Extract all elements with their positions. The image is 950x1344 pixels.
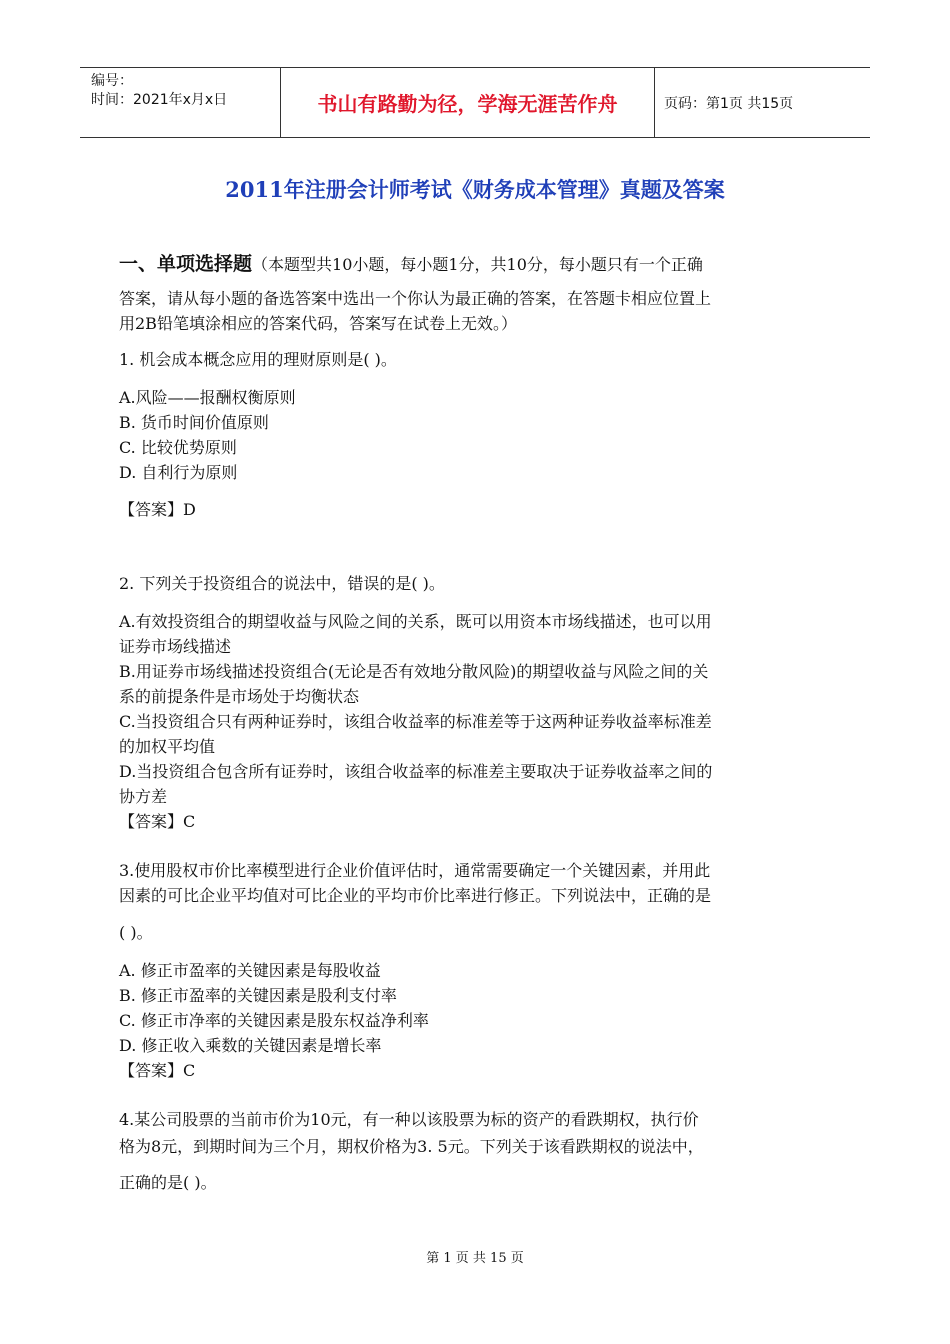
q1-option-c: C. 比较优势原则 xyxy=(119,438,237,457)
section-heading: 一、单项选择题 xyxy=(119,253,253,275)
q2-line-6: 的加权平均值 xyxy=(119,737,216,756)
q1-question: 1. 机会成本概念应用的理财原则是( )。 xyxy=(119,350,397,369)
q2-line-5: C.当投资组合只有两种证券时，该组合收益率的标准差等于这两种证券收益率标准差 xyxy=(119,712,712,731)
q3-answer: 【答案】C xyxy=(119,1061,196,1080)
header-table xyxy=(80,67,870,138)
q3-option-c: C. 修正市净率的关键因素是股东权益净利率 xyxy=(119,1011,429,1030)
q2-line-3: B.用证券市场线描述投资组合(无论是否有效地分散风险)的期望收益与风险之间的关 xyxy=(119,662,709,681)
q2-line-4: 系的前提条件是市场处于均衡状态 xyxy=(119,687,360,706)
section-intro-text: （本题型共10小题，每小题1分，共10分，每小题只有一个正确 xyxy=(252,255,703,274)
q2-line-8: 协方差 xyxy=(119,787,168,806)
q1-option-d: D. 自利行为原则 xyxy=(119,463,238,482)
time-label: 时间：2021年x月x日 xyxy=(91,92,228,108)
q3-option-b: B. 修正市盈率的关键因素是股利支付率 xyxy=(119,986,397,1005)
q2-line-7: D.当投资组合包含所有证券时，该组合收益率的标准差主要取决于证券收益率之间的 xyxy=(119,762,713,781)
q2-line-1: A.有效投资组合的期望收益与风险之间的关系，既可以用资本市场线描述，也可以用 xyxy=(119,612,712,631)
section-intro-line-1 xyxy=(119,249,703,276)
q4-question-line-3: 正确的是( )。 xyxy=(119,1173,217,1192)
section-intro-line-2: 答案，请从每小题的备选答案中选出一个你认为最正确的答案，在答题卡相应位置上 xyxy=(119,289,712,308)
number-label: 编号： xyxy=(91,73,133,89)
q4-question-line-1: 4.某公司股票的当前市价为10元，有一种以该股票为标的资产的看跌期权，执行价 xyxy=(119,1110,699,1129)
document-title: 2011年注册会计师考试《财务成本管理》真题及答案 xyxy=(225,177,725,202)
q3-question-line-3: ( )。 xyxy=(119,923,153,942)
q1-option-b: B. 货币时间价值原则 xyxy=(119,413,269,432)
page-footer: 第 1 页 共 15 页 xyxy=(426,1251,524,1266)
q3-question-line-1: 3.使用股权市价比率模型进行企业价值评估时，通常需要确定一个关键因素，并用此 xyxy=(119,861,711,880)
q1-option-a: A.风险——报酬权衡原则 xyxy=(119,388,296,407)
q2-line-2: 证券市场线描述 xyxy=(119,637,232,656)
q2-question: 2. 下列关于投资组合的说法中，错误的是( )。 xyxy=(119,574,445,593)
q3-option-a: A. 修正市盈率的关键因素是每股收益 xyxy=(119,961,381,980)
q3-question-line-2: 因素的可比企业平均值对可比企业的平均市价比率进行修正。下列说法中，正确的是 xyxy=(119,886,712,905)
header-left-cell xyxy=(80,68,281,137)
q3-option-d: D. 修正收入乘数的关键因素是增长率 xyxy=(119,1036,382,1055)
q1-answer: 【答案】D xyxy=(119,500,196,519)
page-info: 页码：第1页 共15页 xyxy=(664,95,794,112)
q4-question-line-2: 格为8元，到期时间为三个月，期权价格为3. 5元。下列关于该看跌期权的说法中， xyxy=(119,1137,704,1156)
q2-answer: 【答案】C xyxy=(119,812,196,831)
motto: 书山有路勤为径，学海无涯苦作舟 xyxy=(281,68,655,137)
section-intro-line-3: 用2B铅笔填涂相应的答案代码，答案写在试卷上无效。） xyxy=(119,314,517,333)
